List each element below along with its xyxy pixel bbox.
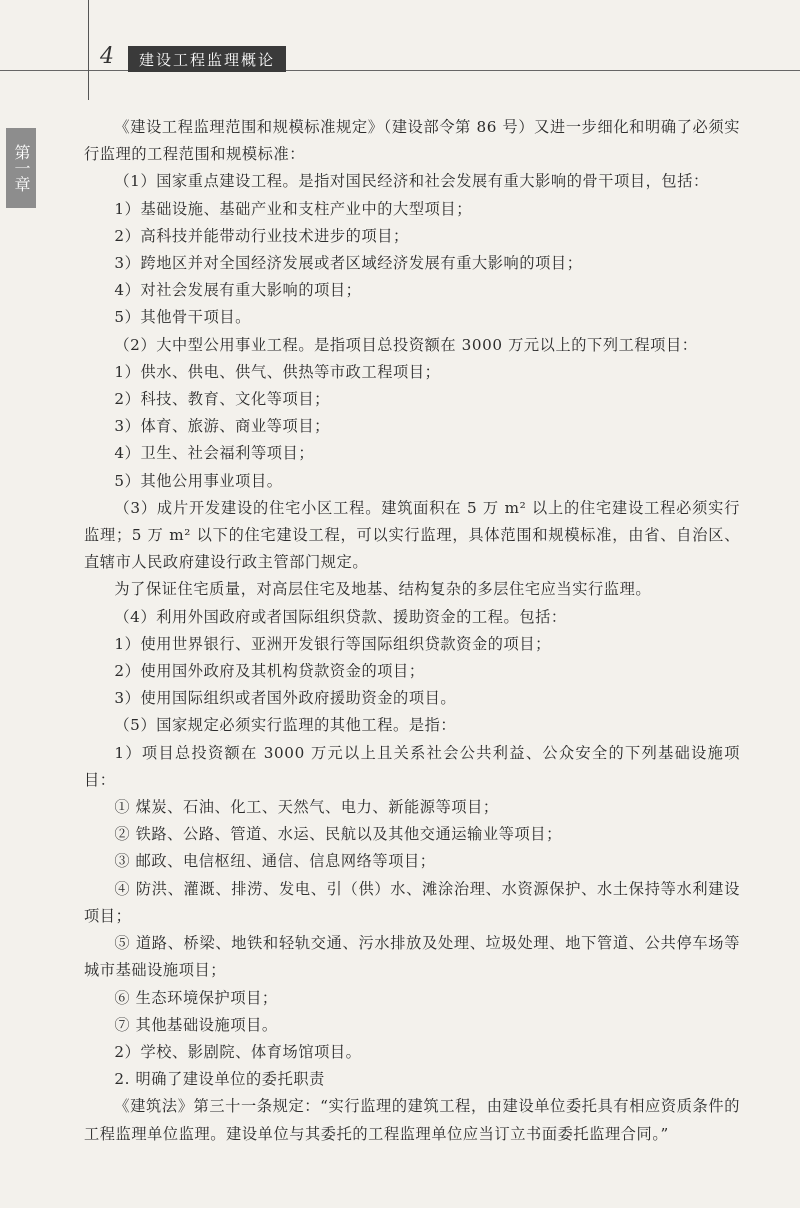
- list-item: ⑥ 生态环境保护项目；: [114, 988, 278, 1007]
- list-item: 3）使用国际组织或者国外政府援助资金的项目。: [114, 689, 457, 708]
- list-item: 2）高科技并能带动行业技术进步的项目；: [114, 226, 409, 245]
- paragraph: （4）利用外国政府或者国际组织贷款、援助资金的工程。包括：: [114, 607, 567, 626]
- list-item: ④ 防洪、灌溉、排涝、发电、引（供）水、滩涂治理、水资源保护、水土保持等水利建设项目；: [84, 879, 740, 925]
- list-item: 2）使用国外政府及其机构贷款资金的项目；: [114, 662, 425, 681]
- paragraph: 《建筑法》第三十一条规定：“实行监理的建筑工程，由建设单位委托具有相应资质条件的工程监理单位监理。建设单位与其委托的工程监理单位应当订立书面委托监理合同。”: [84, 1097, 740, 1143]
- list-item: ③ 邮政、电信枢纽、通信、信息网络等项目；: [114, 852, 436, 871]
- list-item: 5）其他公用事业项目。: [114, 471, 283, 490]
- page-number: 4: [100, 44, 114, 69]
- list-item: 2）学校、影剧院、体育场馆项目。: [114, 1042, 362, 1061]
- paragraph: 《建设工程监理范围和规模标准规定》（建设部令第 86 号）又进一步细化和明确了必须实行监理的工程范围和规模标准：: [84, 118, 740, 164]
- list-item: ⑦ 其他基础设施项目。: [114, 1015, 278, 1034]
- paragraph: （2）大中型公用事业工程。是指项目总投资额在 3000 万元以上的下列工程项目：: [114, 335, 698, 354]
- list-item: 1）基础设施、基础产业和支柱产业中的大型项目；: [114, 199, 472, 218]
- running-header-title: 建设工程监理概论: [128, 46, 286, 72]
- list-item: 1）供水、供电、供气、供热等市政工程项目；: [114, 362, 441, 381]
- header-rule: [0, 70, 800, 71]
- margin-rule: [88, 0, 89, 100]
- list-item: 5）其他骨干项目。: [114, 308, 251, 327]
- paragraph: 为了保证住宅质量，对高层住宅及地基、结构复杂的多层住宅应当实行监理。: [114, 580, 652, 599]
- list-item: 1）使用世界银行、亚洲开发银行等国际组织贷款资金的项目；: [114, 634, 551, 653]
- list-item: 4）卫生、社会福利等项目；: [114, 444, 315, 463]
- list-item: 3）体育、旅游、商业等项目；: [114, 417, 330, 436]
- list-item: 1）项目总投资额在 3000 万元以上且关系社会公共利益、公众安全的下列基础设施项目：: [84, 743, 740, 789]
- body-text: [84, 114, 740, 1148]
- list-item: ② 铁路、公路、管道、水运、民航以及其他交通运输业等项目；: [114, 825, 562, 844]
- section-heading: 2. 明确了建设单位的委托职责: [114, 1070, 325, 1089]
- paragraph: （1）国家重点建设工程。是指对国民经济和社会发展有重大影响的骨干项目，包括：: [114, 172, 709, 191]
- paragraph: （5）国家规定必须实行监理的其他工程。是指：: [114, 716, 457, 735]
- paragraph: （3）成片开发建设的住宅小区工程。建筑面积在 5 万 m² 以上的住宅建设工程必须实行监理；5 万 m² 以下的住宅建设工程，可以实行监理，具体范围和规模标准，由省、自治区、直辖市人民政府建设行政主管部门规定。: [84, 498, 740, 572]
- list-item: 2）科技、教育、文化等项目；: [114, 390, 330, 409]
- list-item: ① 煤炭、石油、化工、天然气、电力、新能源等项目；: [114, 798, 499, 817]
- chapter-tab: 第一章: [6, 128, 36, 208]
- list-item: ⑤ 道路、桥梁、地铁和轻轨交通、污水排放及处理、垃圾处理、地下管道、公共停车场等城市基础设施项目；: [84, 934, 740, 980]
- list-item: 4）对社会发展有重大影响的项目；: [114, 281, 362, 300]
- list-item: 3）跨地区并对全国经济发展或者区域经济发展有重大影响的项目；: [114, 254, 583, 273]
